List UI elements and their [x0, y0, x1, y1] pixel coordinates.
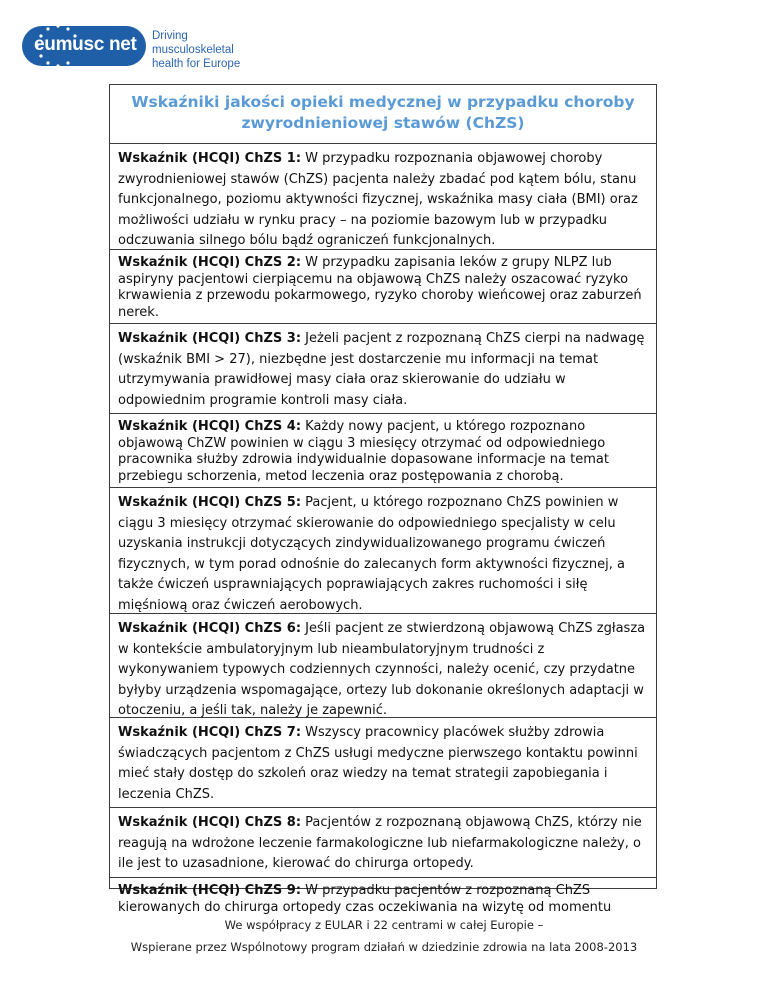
indicator-label: Wskaźnik (HCQI) ChZS 8:	[118, 815, 302, 830]
indicator-text: W przypadku pacjentów z rozpoznaną ChZS kierowanych do chirurga ortopedy czas oczekiwania na wizytę od momentu	[118, 883, 612, 915]
indicator-label: Wskaźnik (HCQI) ChZS 3:	[118, 331, 302, 346]
indicator-label: Wskaźnik (HCQI) ChZS 9:	[118, 883, 302, 898]
tagline	[152, 29, 252, 71]
indicator-text: W przypadku rozpoznania objawowej choroby zwyrodnieniowej stawów (ChZS) pacjenta należy zbadać pod kątem bólu, stanu funkcjonalnego, poziomu aktywności fizycznej, wskaźnika masy ciała (BMI) oraz możliwości udziału w rynku pracy – na poziomie bazowym lub w przypadku odczuwania silnego bólu bądź ograniczeń funkcjonalnych.	[118, 151, 638, 248]
eumusc-logo	[22, 20, 252, 72]
indicator-label: Wskaźnik (HCQI) ChZS 4:	[118, 419, 302, 434]
indicator-text: Wszyscy pracownicy placówek służby zdrowia świadczących pacjentom z ChZS usługi medyczne pierwszego kontaktu powinni mieć stały dostęp do szkoleń oraz wiedzy na temat strategii zapobiegania i leczenia ChZS.	[118, 725, 638, 802]
indicator-label: Wskaźnik (HCQI) ChZS 2:	[118, 255, 302, 270]
logo-text: eumusc net	[34, 34, 137, 55]
indicator-row	[110, 250, 656, 324]
table-title-line-1: Wskaźniki jakości opieki medycznej w przypadku choroby	[131, 93, 635, 111]
indicator-text: Jeżeli pacjent z rozpoznaną ChZS cierpi na nadwagę (wskaźnik BMI > 27), niezbędne jest dostarczenie mu informacji na temat utrzymywania prawidłowej masy ciała oraz skierowanie do udziału w odpowiednim programie kontroli masy ciała.	[118, 331, 645, 408]
tagline-line-1: Driving musculoskeletal	[152, 30, 234, 56]
indicator-text: W przypadku zapisania leków z grupy NLPZ lub aspiryny pacjentowi cierpiącemu na objawową ChZS należy oszacować ryzyko krwawienia z przewodu pokarmowego, ryzyko choroby wieńcowej oraz zaburzeń nerek.	[118, 255, 642, 320]
footer-line-1: We współpracy z EULAR i 22 centrami w całej Europie –	[224, 918, 544, 932]
indicator-text: Jeśli pacjent ze stwierdzoną objawową ChZS zgłasza w kontekście ambulatoryjnym lub nieambulatoryjnym trudności z wykonywaniem typowych codziennych czynności, należy ocenić, czy przydatne byłyby urządzenia wspomagające, ortezy lub dokonanie określonych adaptacji w otoczeniu, a jeśli tak, należy je zapewnić.	[118, 621, 646, 718]
indicators-table	[109, 84, 657, 915]
indicator-text: Pacjent, u którego rozpoznano ChZS powinien w ciągu 3 miesięcy otrzymać skierowanie do odpowiedniego specjalisty w celu uzyskania instrukcji dotyczących zindywidualizowanego programu ćwiczeń fizycznych, w tym porad odnośnie do zalecanych form aktywności fizycznej, a także ćwiczeń usprawniających poprawiających zakres ruchomości i siłę mięśniową oraz ćwiczeń aerobowych.	[118, 495, 625, 613]
tagline-line-2: health for Europe	[152, 58, 241, 70]
indicator-row	[110, 324, 656, 414]
indicator-label: Wskaźnik (HCQI) ChZS 7:	[118, 725, 302, 740]
indicator-row	[110, 144, 656, 250]
indicator-label: Wskaźnik (HCQI) ChZS 1:	[118, 151, 302, 166]
indicator-row	[110, 414, 656, 488]
indicator-row	[110, 488, 656, 614]
indicator-label: Wskaźnik (HCQI) ChZS 5:	[118, 495, 302, 510]
table-title	[110, 85, 656, 144]
indicator-row	[110, 718, 656, 808]
indicator-text: Każdy nowy pacjent, u którego rozpoznano objawową ChZW powinien w ciągu 3 miesięcy otrzymać od odpowiedniego pracownika służby zdrowia indywidualnie dopasowane informacje na temat przebiegu schorzenia, metod leczenia oraz postępowania z chorobą.	[118, 419, 609, 484]
table-title-line-2: zwyrodnieniowej stawów (ChZS)	[241, 114, 525, 132]
indicator-row	[110, 614, 656, 718]
indicator-text: Pacjentów z rozpoznaną objawową ChZS, którzy nie reagują na wdrożone leczenie farmakologiczne lub niefarmakologiczne należy, o ile jest to uzasadnione, kierować do chirurga ortopedy.	[118, 815, 642, 871]
indicator-row	[110, 808, 656, 878]
footer-line-2: Wspierane przez Wspólnotowy program działań w dziedzinie zdrowia na lata 2008-2013	[130, 940, 638, 954]
indicator-label: Wskaźnik (HCQI) ChZS 6:	[118, 621, 302, 636]
